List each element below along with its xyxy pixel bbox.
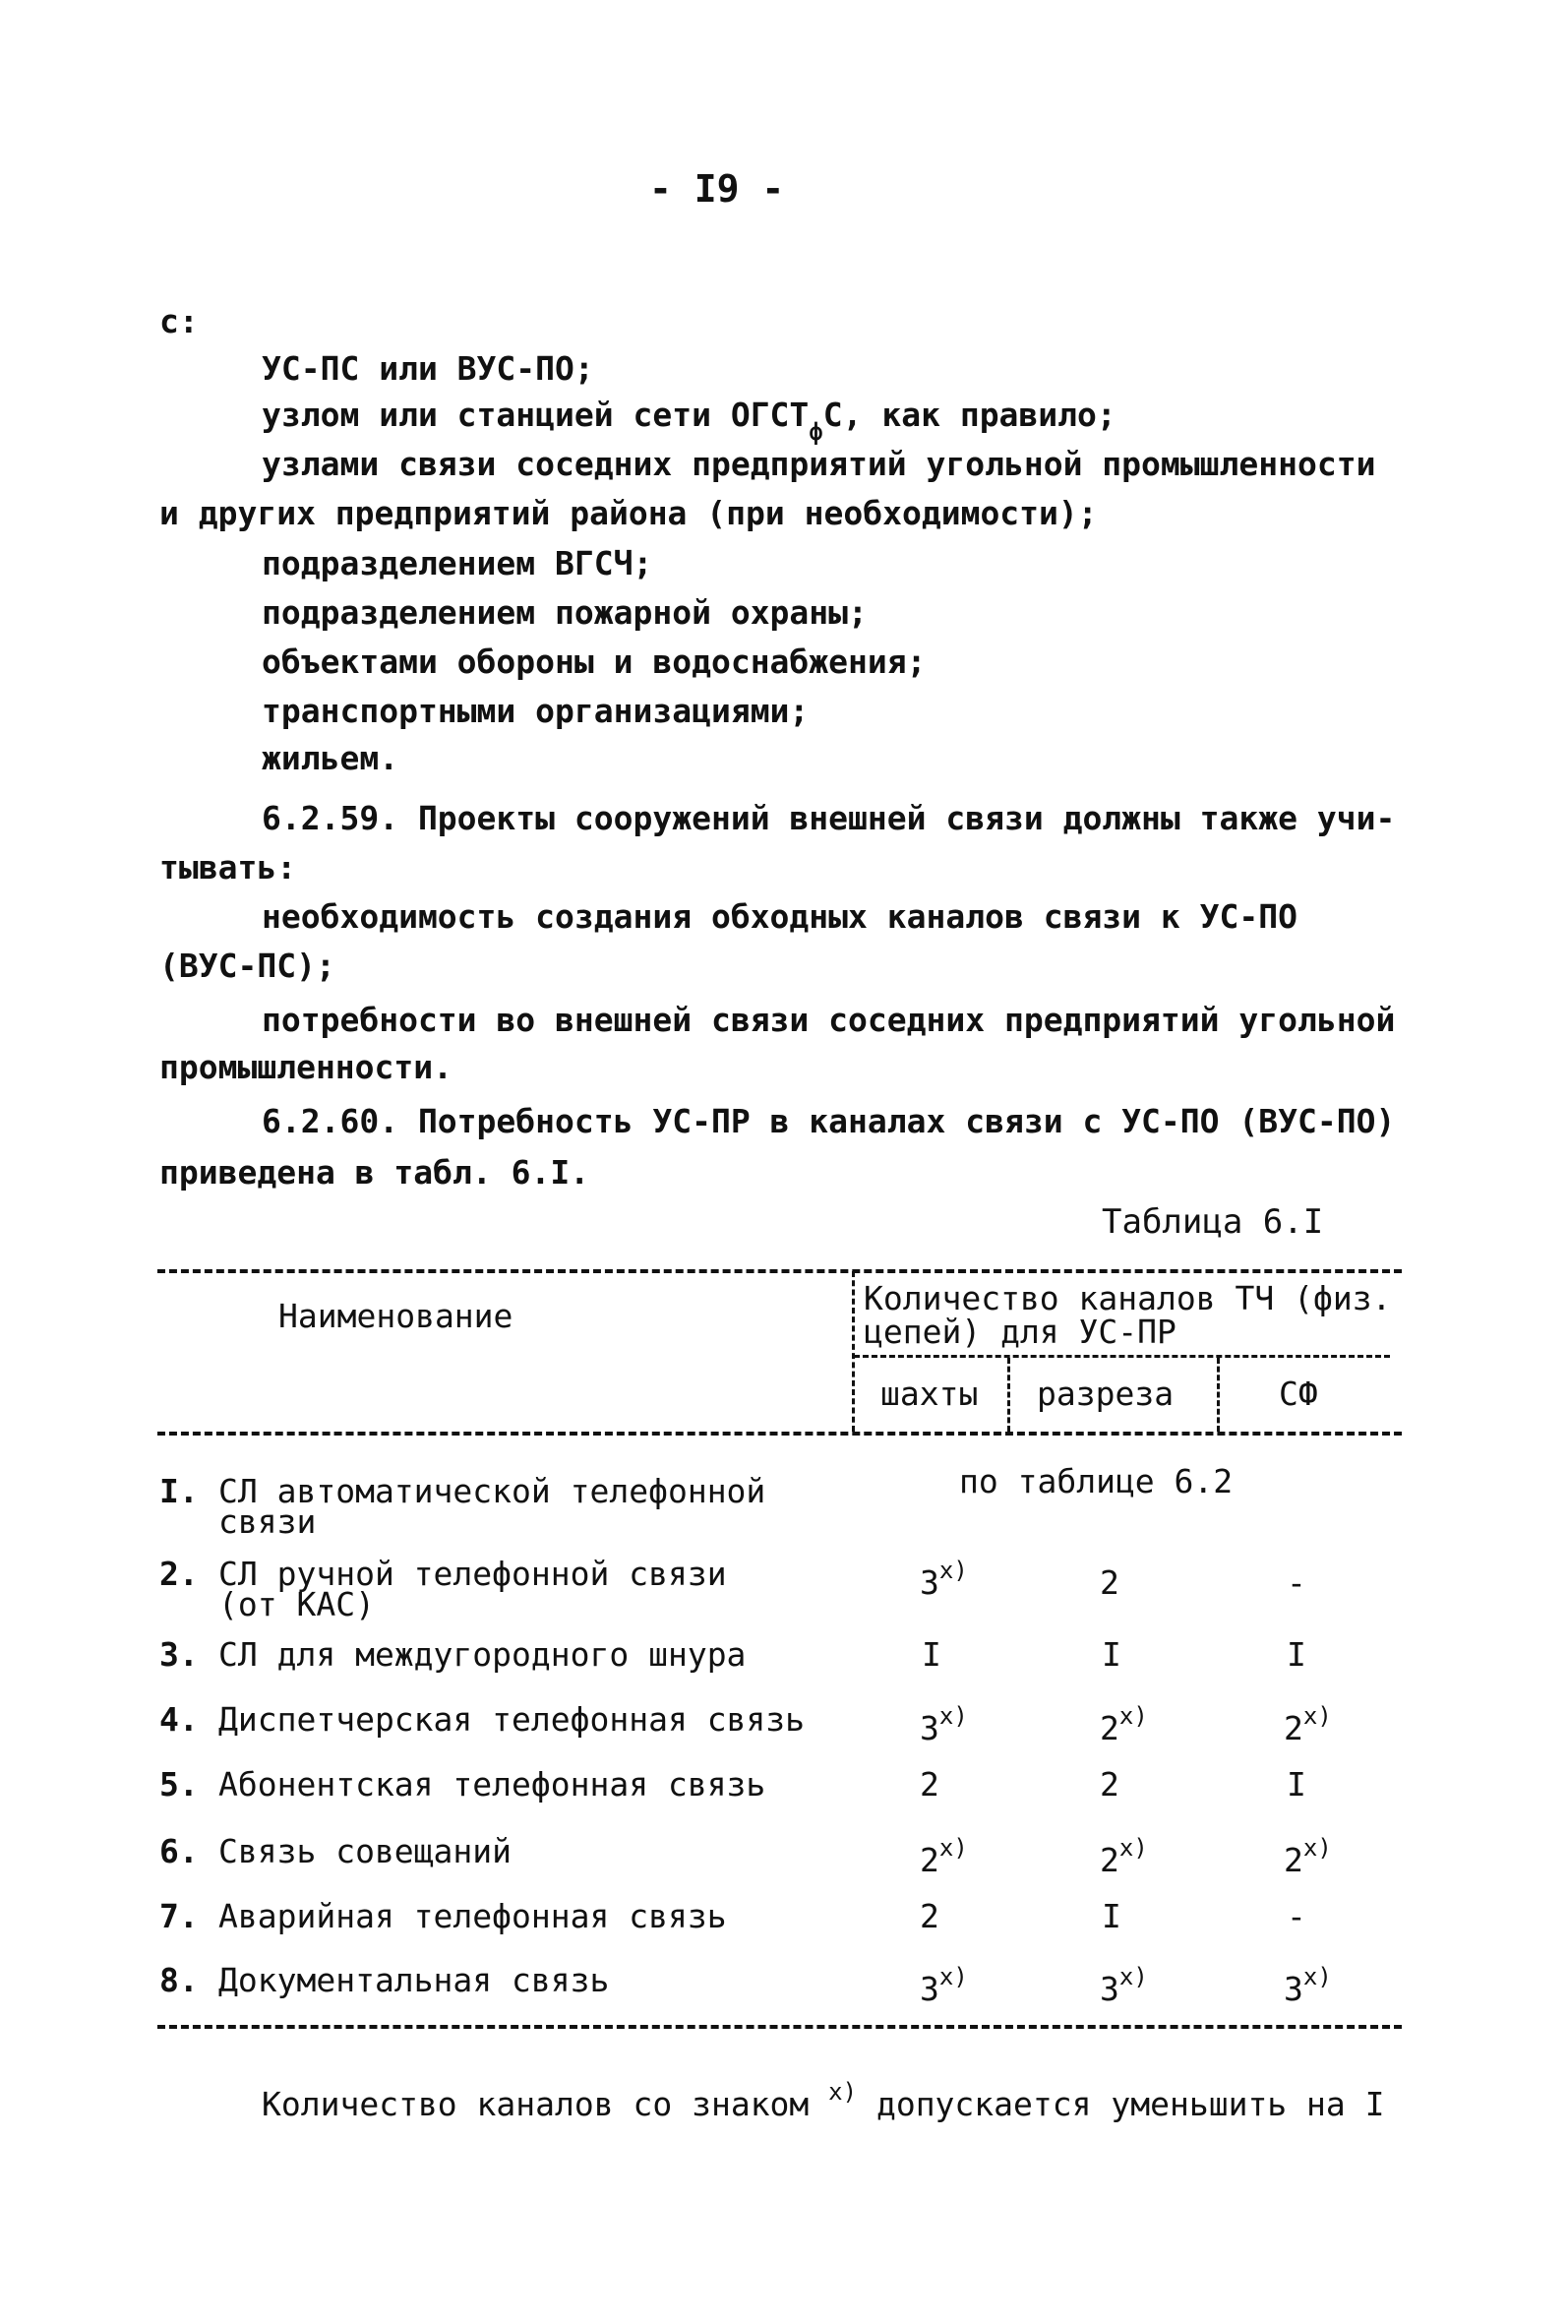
row-number: 3. xyxy=(159,1635,199,1674)
row-name: Аварийная телефонная связь xyxy=(218,1897,727,1935)
list2-item-2: потребности во внешней связи соседних предприятий угольной xyxy=(262,1001,1396,1039)
row-number: 7. xyxy=(159,1897,199,1935)
col-header-shakhty: шахты xyxy=(880,1375,979,1413)
col-header-razreza: разреза xyxy=(1037,1375,1175,1413)
list1-item-5: подразделением пожарной охраны; xyxy=(262,593,868,632)
cell-value: 3 xyxy=(920,1970,939,2008)
list1-item-1-sub: ф xyxy=(809,418,823,446)
cell-value: 3 xyxy=(1284,1970,1303,2008)
para-6-2-60-line2: приведена в табл. 6.I. xyxy=(159,1153,590,1192)
cell-value: 2 xyxy=(1100,1765,1119,1804)
row-name: СЛ ручной телефонной связи xyxy=(218,1555,727,1593)
para-6-2-60-line1: 6.2.60. Потребность УС-ПР в каналах связи с УС-ПО (ВУС-ПО) xyxy=(262,1102,1396,1140)
list1-item-4: подразделением ВГСЧ; xyxy=(262,544,653,582)
para-6-2-59-line2: тывать: xyxy=(159,848,297,887)
row-number: 2. xyxy=(159,1555,199,1593)
cell-razreza xyxy=(1102,1897,1121,1936)
footnote-mark: x) xyxy=(828,2078,858,2106)
table-sub-divider-1 xyxy=(1007,1358,1010,1432)
cell-mark: x) xyxy=(1118,1834,1148,1862)
cell-mark: x) xyxy=(1302,1834,1332,1862)
row-name-cont: (от КАС) xyxy=(218,1585,375,1623)
cell-value: I xyxy=(1287,1635,1306,1674)
cell-value: 2 xyxy=(920,1765,939,1804)
cell-razreza xyxy=(1102,1635,1121,1675)
page-number: - I9 - xyxy=(649,167,785,211)
row-name: Абонентская телефонная связь xyxy=(218,1765,766,1804)
para-6-2-59-line1: 6.2.59. Проекты сооружений внешней связи должны также учи- xyxy=(262,799,1396,837)
row-number: 6. xyxy=(159,1832,199,1870)
list1-item-7: транспортными организациями; xyxy=(262,692,810,730)
cell-razreza xyxy=(1100,1961,1148,2009)
footnote-text-a: Количество каналов со знаком xyxy=(262,2085,810,2123)
cell-razreza xyxy=(1100,1700,1148,1748)
table-bottom-rule xyxy=(157,2025,1402,2029)
list1-item-1-main: узлом или станцией сети ОГСТ xyxy=(262,396,810,434)
cell-value: 2 xyxy=(1100,1709,1119,1747)
row-number: 8. xyxy=(159,1961,199,1999)
cell-value: I xyxy=(1102,1635,1121,1674)
cell-mark: x) xyxy=(938,1702,968,1730)
cell-shakhty xyxy=(922,1635,941,1675)
footnote-text-b: допускается уменьшить на I xyxy=(875,2085,1385,2123)
cell-mark: x) xyxy=(1302,1963,1332,1990)
cell-razreza xyxy=(1100,1765,1119,1804)
cell-shakhty xyxy=(920,1765,939,1804)
cell-sf xyxy=(1284,1961,1332,2009)
col-header-sf: СФ xyxy=(1279,1375,1318,1413)
list2-item-1: (ВУС-ПС); xyxy=(159,947,335,985)
table-caption: Таблица 6.I xyxy=(1102,1202,1324,1242)
cell-value: 2 xyxy=(1284,1841,1303,1879)
table-header-bottom-rule xyxy=(157,1432,1402,1436)
row-number: 5. xyxy=(159,1765,199,1804)
col-header-name: Наименование xyxy=(278,1297,513,1335)
cell-mark: x) xyxy=(1118,1963,1148,1990)
list1-item-6: объектами обороны и водоснабжения; xyxy=(262,642,927,681)
cell-value: 2 xyxy=(920,1897,939,1935)
cell-value: 3 xyxy=(920,1709,939,1747)
cell-mark: x) xyxy=(938,1834,968,1862)
cell-mark: x) xyxy=(938,1963,968,1990)
list2-item-3: промышленности. xyxy=(159,1048,453,1086)
cell-razreza xyxy=(1100,1832,1148,1880)
cell-value: 3 xyxy=(1100,1970,1119,2008)
cell-sf xyxy=(1284,1832,1332,1880)
cell-mark: x) xyxy=(1118,1702,1148,1730)
cell-value: 2 xyxy=(1100,1841,1119,1879)
list1-item-2: узлами связи соседних предприятий угольной промышленности xyxy=(262,445,1376,483)
cell-value: I xyxy=(922,1635,941,1674)
row-name: Связь совещаний xyxy=(218,1832,513,1870)
list1-item-0: УС-ПС или ВУС-ПО; xyxy=(262,349,594,388)
row-name: Документальная связь xyxy=(218,1961,610,1999)
cell-sf xyxy=(1287,1765,1306,1804)
col-header-group-line2: цепей) для УС-ПР xyxy=(864,1313,1176,1351)
cell-shakhty xyxy=(920,1961,968,2009)
cell-sf xyxy=(1284,1700,1332,1748)
row-name: СЛ для междугородного шнура xyxy=(218,1635,747,1674)
cell-sf xyxy=(1287,1555,1306,1603)
row-span-value: по таблице 6.2 xyxy=(959,1462,1234,1500)
footnote xyxy=(262,2076,1385,2124)
cell-value: - xyxy=(1287,1563,1306,1602)
table-top-rule xyxy=(157,1269,1402,1273)
cell-value: - xyxy=(1287,1897,1306,1935)
cell-shakhty xyxy=(920,1832,968,1880)
row-name: СЛ автоматической телефонной xyxy=(218,1472,766,1510)
row-name: Диспетчерская телефонная связь xyxy=(218,1700,806,1739)
table-sub-divider-2 xyxy=(1217,1358,1220,1432)
list1-item-3: и других предприятий района (при необходимости); xyxy=(159,494,1098,532)
cell-sf xyxy=(1287,1897,1306,1936)
cell-razreza xyxy=(1100,1555,1119,1603)
cell-value: 2 xyxy=(1100,1563,1119,1602)
cell-shakhty xyxy=(920,1700,968,1748)
cell-mark: x) xyxy=(1302,1702,1332,1730)
cell-shakhty xyxy=(920,1897,939,1936)
row-number: I. xyxy=(159,1472,199,1510)
col-header-group-line1: Количество каналов ТЧ (физ. xyxy=(864,1279,1392,1317)
cell-value: I xyxy=(1287,1765,1306,1804)
cell-value: 3 xyxy=(920,1563,939,1602)
list1-item-1-tail: С, как правило; xyxy=(822,396,1116,434)
table-sub-rule xyxy=(854,1355,1390,1358)
cell-value: 2 xyxy=(1284,1709,1303,1747)
cell-value: 2 xyxy=(920,1841,939,1879)
cell-value: I xyxy=(1102,1897,1121,1935)
list2-item-0: необходимость создания обходных каналов связи к УС-ПО xyxy=(262,897,1297,936)
table-group-divider xyxy=(852,1271,855,1432)
row-number: 4. xyxy=(159,1700,199,1739)
row-name-cont: связи xyxy=(218,1502,317,1541)
list1-item-8: жильем. xyxy=(262,739,399,777)
cell-mark: x) xyxy=(938,1557,968,1584)
cell-shakhty xyxy=(920,1555,968,1603)
cell-sf xyxy=(1287,1635,1306,1675)
intro-text: с: xyxy=(159,302,199,340)
list1-item-1 xyxy=(262,396,1116,446)
